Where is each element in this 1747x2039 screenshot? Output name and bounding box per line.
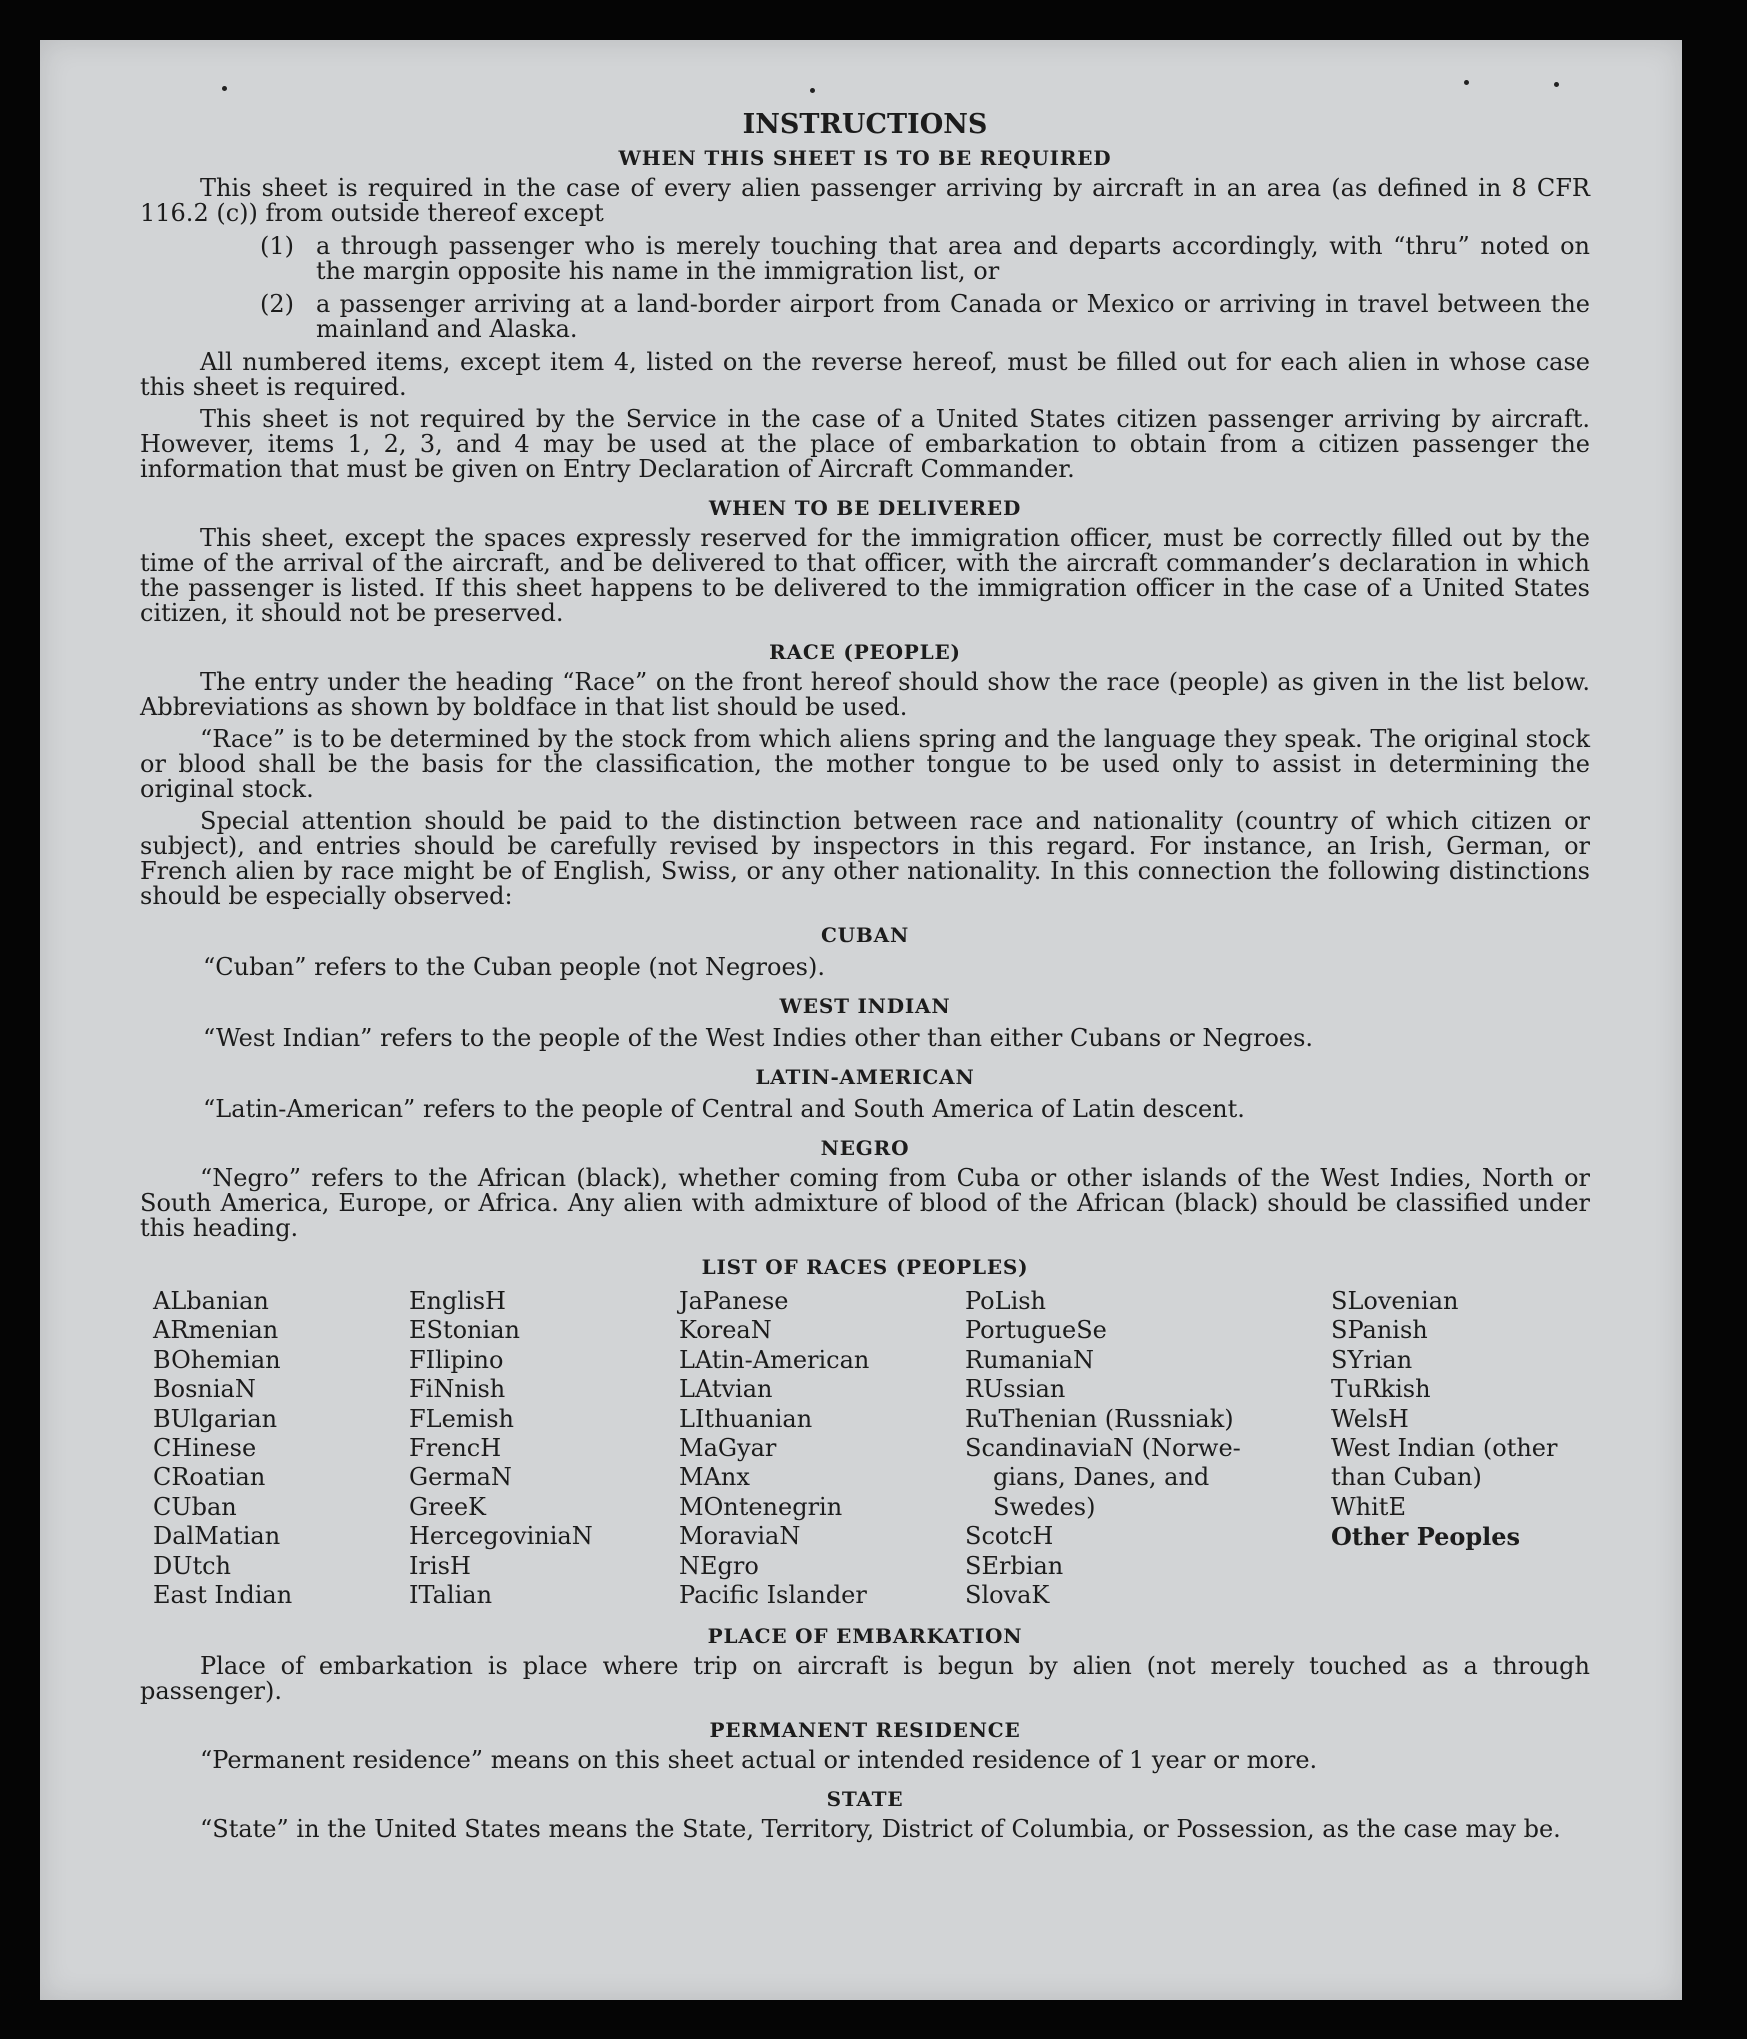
speck [1464, 80, 1469, 85]
race-entry: BosniaN [153, 1375, 256, 1404]
race-entry: RUssian [965, 1375, 1066, 1404]
race-entry: ARmenian [153, 1316, 279, 1345]
race-entry: JaPanese [679, 1287, 789, 1315]
race-entry: BOhemian [153, 1345, 281, 1374]
item-text: a passenger arriving at a land-border airport from Canada or Mexico or arriving in travel between the mainland and Alaska. [316, 290, 1590, 343]
item-number: (1) [260, 232, 294, 260]
paragraph-required-intro: This sheet is required in the case of every alien passenger arriving by aircraft in an area (as defined in 8 CFR 116.2 (c)) from outside thereof except [140, 174, 1590, 227]
page-title: INSTRUCTIONS [742, 109, 988, 140]
speck [222, 86, 227, 91]
race-entry: EStonian [409, 1316, 520, 1345]
race-column-5 [1331, 1287, 1599, 1610]
race-entry: SlovaK [965, 1581, 1050, 1610]
race-entry: ScandinaviaN (Norwe- [965, 1434, 1241, 1463]
definition-west-indian: “West Indian” refers to the people of the West Indies other than either Cubans or Negroes. [203, 1024, 1314, 1052]
section-heading-west-indian: WEST INDIAN [779, 994, 951, 1018]
race-entry: IrisH [409, 1551, 471, 1580]
section-heading-embarkation: PLACE OF EMBARKATION [707, 1624, 1023, 1649]
race-entry: West Indian (other than Cuban) [1331, 1434, 1558, 1492]
race-entry: East Indian [153, 1581, 293, 1610]
document-page [40, 40, 1682, 2000]
race-entry: DalMatian [153, 1522, 281, 1551]
race-entry: MaGyar [679, 1434, 777, 1463]
race-entry: FLemish [409, 1404, 514, 1433]
race-column-2 [409, 1287, 679, 1610]
race-entry: RumaniaN [965, 1345, 1095, 1374]
race-entry: GreeK [409, 1492, 486, 1521]
race-entry: CHinese [153, 1434, 257, 1463]
race-entry-continuation: gians, Danes, and [993, 1463, 1210, 1492]
race-entry: SErbian [965, 1551, 1064, 1580]
instructions-content [140, 108, 1590, 1849]
race-entry: MoraviaN [679, 1522, 801, 1551]
race-entry: SLovenian [1331, 1287, 1459, 1315]
race-entry: HercegoviniaN [409, 1522, 593, 1551]
race-entry: WelsH [1331, 1404, 1409, 1433]
race-entry: PortugueSe [965, 1316, 1107, 1345]
race-entry: EnglisH [409, 1287, 506, 1315]
race-entry-continuation: Swedes) [993, 1492, 1096, 1521]
race-entry: DUtch [153, 1551, 232, 1580]
race-entry: FiNnish [409, 1375, 506, 1404]
section-heading-cuban: CUBAN [820, 923, 910, 947]
race-entry: LAtvian [679, 1375, 773, 1404]
section-heading-latin-american: LATIN-AMERICAN [755, 1065, 975, 1089]
paragraph-numbered-items: All numbered items, except item 4, listed on the reverse hereof, must be filled out for each alien in whose case this sheet is required. [140, 348, 1590, 401]
section-heading-residence: PERMANENT RESIDENCE [709, 1718, 1021, 1743]
race-entry: CRoatian [153, 1463, 266, 1492]
paragraph-delivery: This sheet, except the spaces expressly reserved for the immigration officer, must be correctly filled out by the time of the arrival of the aircraft, and be delivered to that officer, with the aircraft commander’s declaration in which the passenger is listed. If this sheet happens to be delivered to the immigration officer in the case of a United States citizen, it should not be preserved. [140, 524, 1590, 627]
race-entry: NEgro [679, 1551, 759, 1580]
race-entry: RuThenian (Russniak) [965, 1404, 1234, 1433]
section-heading-list-of-races: LIST OF RACES (PEOPLES) [701, 1255, 1029, 1279]
speck [1554, 82, 1559, 87]
race-entry: ScotcH [965, 1522, 1054, 1551]
exception-item-2 [140, 292, 1590, 342]
race-entry: SYrian [1331, 1345, 1413, 1374]
race-entry: CUban [153, 1492, 237, 1521]
item-text: a through passenger who is merely touching that area and departs accordingly, with “thru” noted on the margin opposite his name in the immigration list, or [316, 232, 1590, 285]
paragraph-embarkation: Place of embarkation is place where trip on aircraft is begun by alien (not merely touched as a through passenger). [140, 1652, 1590, 1706]
definition-negro: “Negro” refers to the African (black), whether coming from Cuba or other islands of the West Indies, North or South America, Europe, or Africa. Any alien with admixture of blood of the African (black) should be classified under this heading. [140, 1164, 1590, 1242]
race-entry: PoLish [965, 1287, 1047, 1315]
race-column-3 [679, 1287, 965, 1610]
race-entry: KoreaN [679, 1316, 772, 1345]
paragraph-race-definition: “Race” is to be determined by the stock from which aliens spring and the language they speak. The original stock or blood shall be the basis for the classification, the mother tongue to be used only to assist in determining the original stock. [140, 725, 1590, 803]
section-heading-when-required: WHEN THIS SHEET IS TO BE REQUIRED [618, 146, 1112, 170]
section-heading-when-delivered: WHEN TO BE DELIVERED [708, 496, 1022, 520]
race-list [153, 1287, 1590, 1610]
section-heading-negro: NEGRO [820, 1136, 910, 1160]
race-entry: ITalian [409, 1581, 493, 1610]
race-entry: Other Peoples [1331, 1522, 1521, 1552]
race-column-1 [153, 1287, 409, 1610]
exception-item-1 [140, 234, 1590, 284]
race-column-4 [965, 1287, 1331, 1610]
race-entry: LAtin-American [679, 1345, 870, 1374]
race-entry: SPanish [1331, 1316, 1428, 1345]
definition-latin-american: “Latin-American” refers to the people of Central and South America of Latin descent. [203, 1095, 1245, 1123]
race-entry: MOntenegrin [679, 1492, 843, 1521]
item-number: (2) [260, 290, 294, 318]
race-entry: GermaN [409, 1463, 512, 1492]
definition-cuban: “Cuban” refers to the Cuban people (not Negroes). [203, 953, 825, 981]
race-entry: TuRkish [1331, 1375, 1431, 1404]
race-entry: FrencH [409, 1434, 502, 1463]
paragraph-state: “State” in the United States means the State, Territory, District of Columbia, or Possession, as the case may be. [200, 1815, 1561, 1844]
race-entry: BUlgarian [153, 1404, 278, 1433]
speck [810, 88, 815, 93]
paragraph-race-nationality: Special attention should be paid to the distinction between race and nationality (country of which citizen or subject), and entries should be carefully revised by inspectors in this regard. For instance, an Irish, German, or French alien by race might be of English, Swiss, or any other nationality. In this connection the following distinctions should be especially observed: [140, 807, 1590, 910]
race-entry: Pacific Islander [679, 1581, 867, 1610]
section-heading-state: STATE [826, 1787, 904, 1812]
race-entry: ALbanian [153, 1287, 269, 1315]
race-entry: MAnx [679, 1463, 750, 1492]
race-entry: LIthuanian [679, 1404, 813, 1433]
paragraph-citizen-passenger: This sheet is not required by the Service in the case of a United States citizen passenger arriving by aircraft. However, items 1, 2, 3, and 4 may be used at the place of embarkation to obtain from a citizen passenger the information that must be given on Entry Declaration of Aircraft Commander. [140, 405, 1590, 483]
paragraph-race-entry: The entry under the heading “Race” on the front hereof should show the race (people) as given in the list below. Abbreviations as shown by boldface in that list should be used. [140, 668, 1590, 721]
race-entry: WhitE [1331, 1492, 1406, 1521]
paragraph-residence: “Permanent residence” means on this sheet actual or intended residence of 1 year or more. [200, 1746, 1318, 1775]
race-entry: FIlipino [409, 1345, 504, 1374]
section-heading-race: RACE (PEOPLE) [769, 640, 961, 664]
